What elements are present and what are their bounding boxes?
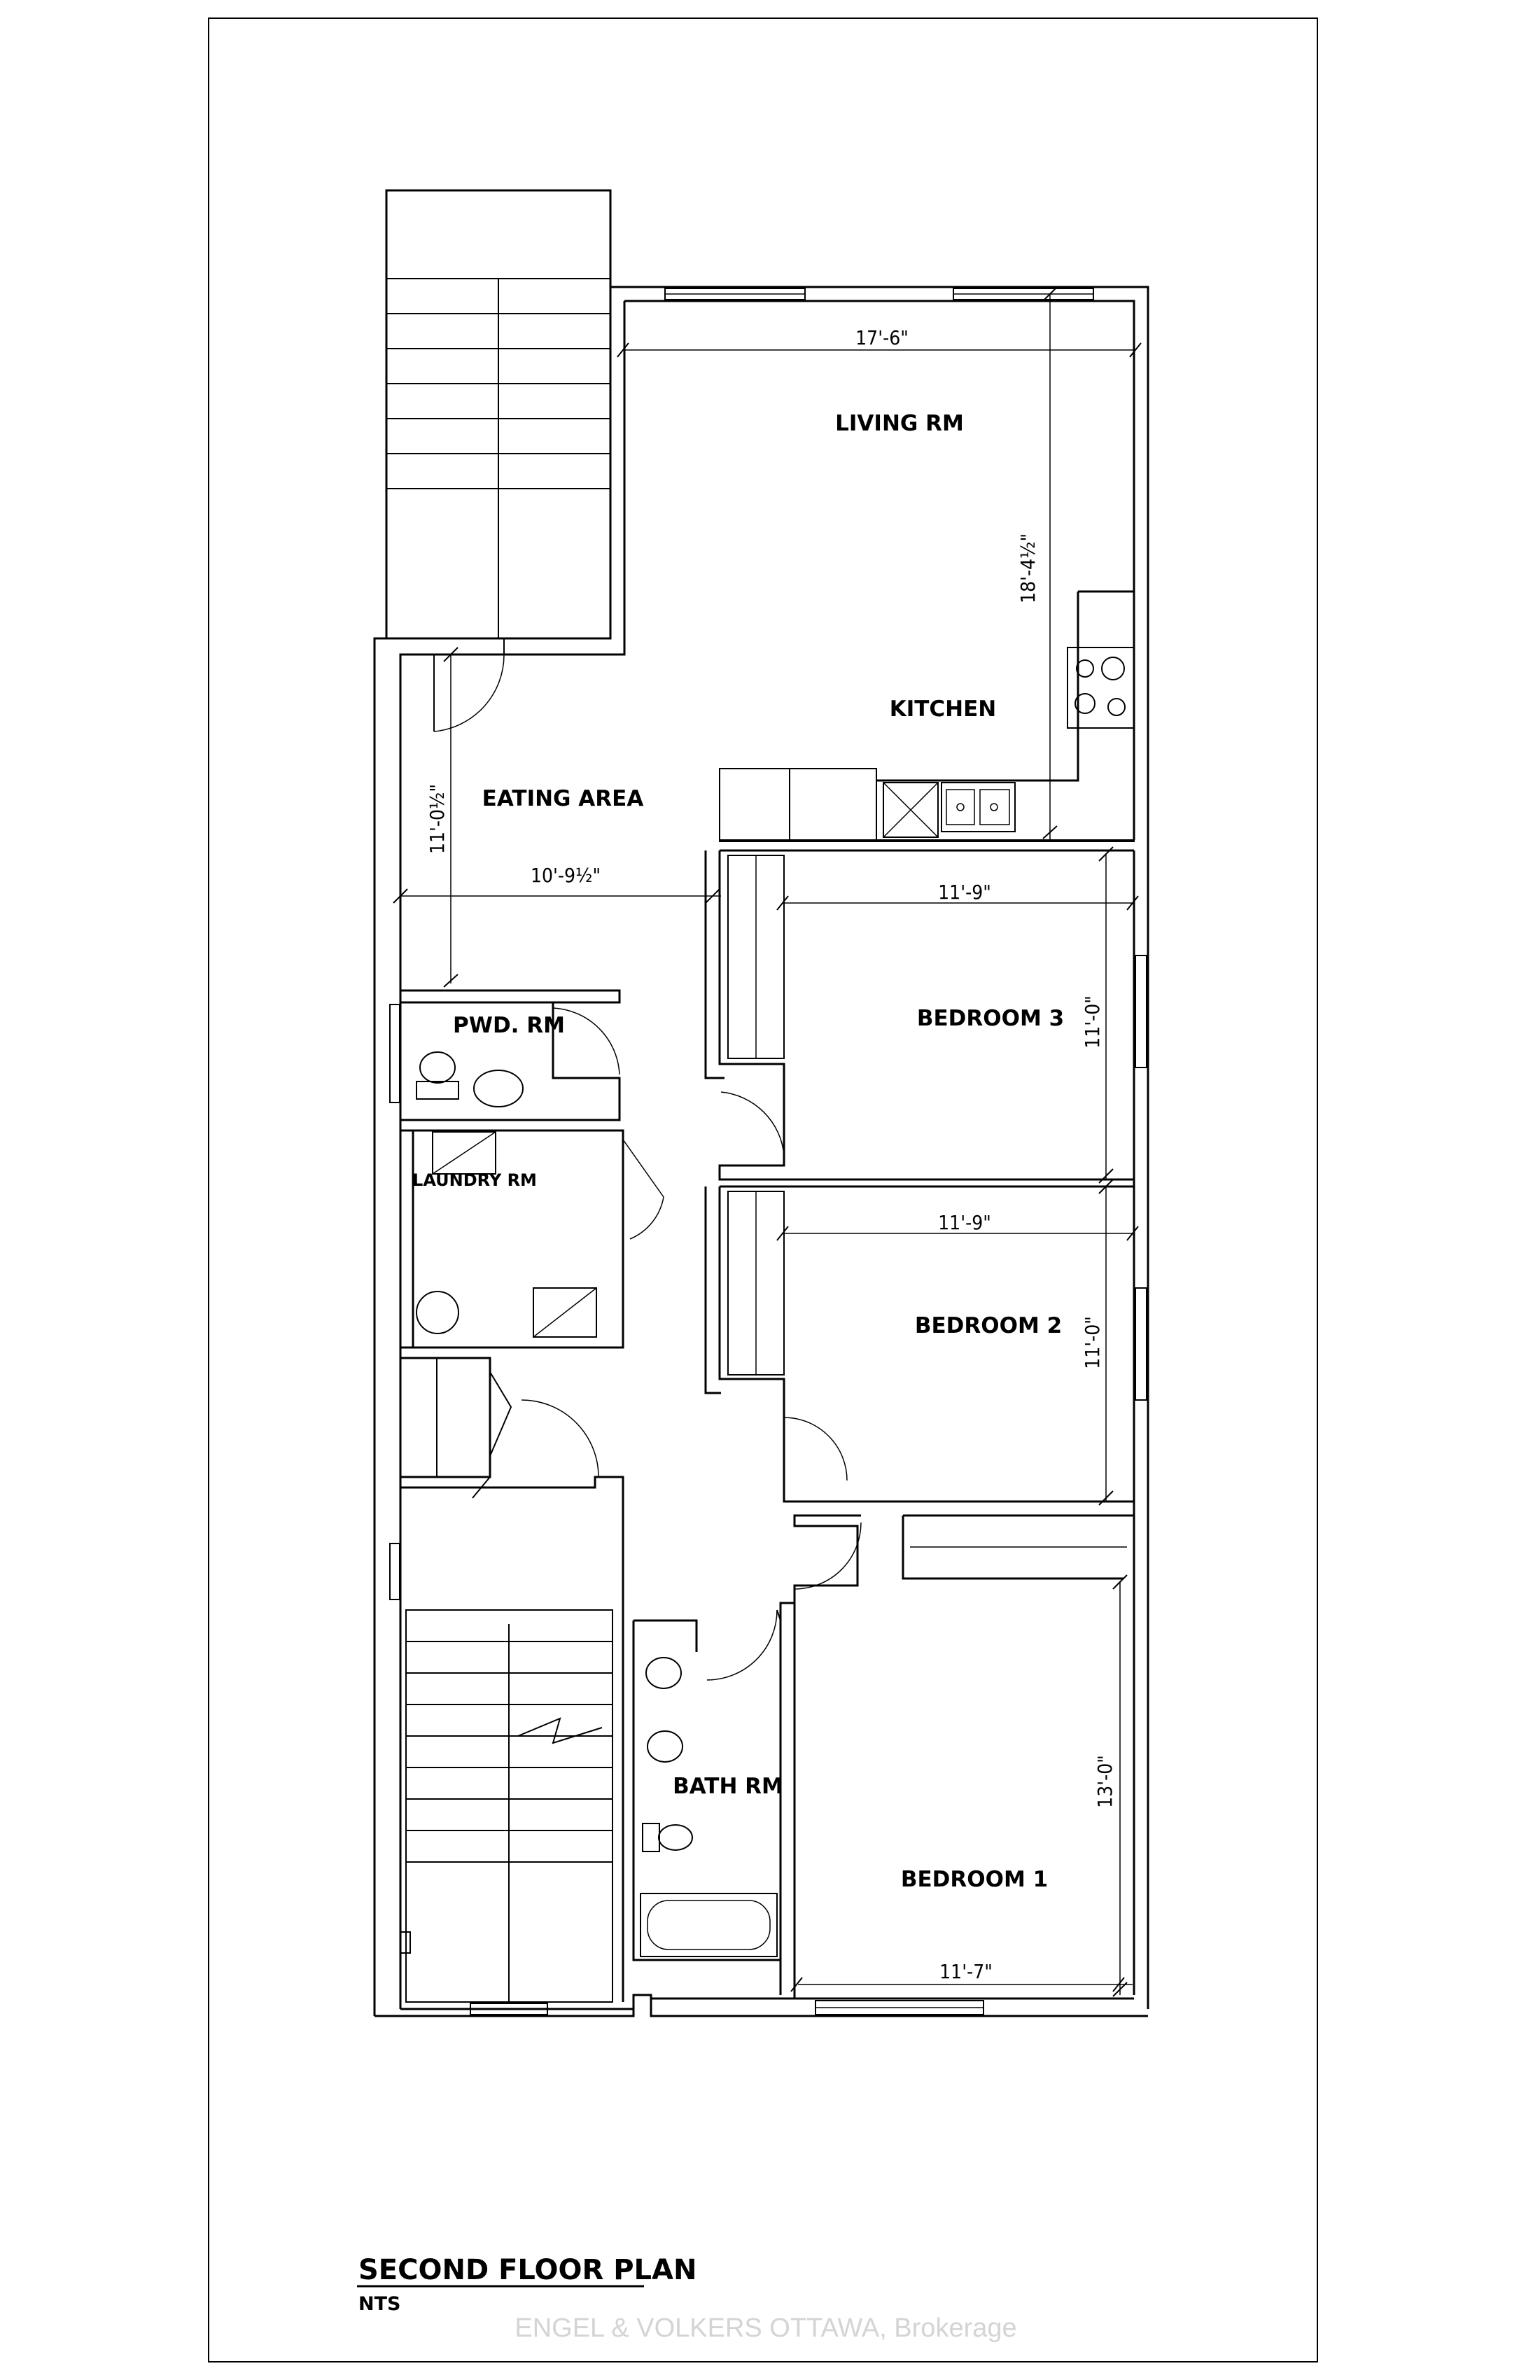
room-label-bedroom3: BEDROOM 3 [916,1006,1065,1031]
dim-bed1-height: 13'-0" [1093,1755,1116,1808]
watermark: ENGEL & VOLKERS OTTAWA, Brokerage [514,2314,1017,2343]
living-dim-lines [617,287,1141,840]
eating-door [434,638,504,732]
dim-eating-width: 10'-9½" [530,864,601,887]
dim-bed3-height: 11'-0" [1081,995,1104,1049]
bedroom1-walls [780,1516,1134,2015]
living-windows [665,288,1093,300]
kitchen-sink-icon [941,783,1015,832]
room-label-laundry: LAUNDRY RM [412,1170,537,1190]
room-label-powder: PWD. RM [453,1013,565,1038]
exterior-stair [386,190,610,638]
plan-title: SECOND FLOOR PLAN [358,2254,697,2286]
hall-closet [400,1358,623,2002]
dim-bed3-width: 11'-9" [938,881,991,904]
room-label-eating: EATING AREA [482,786,644,811]
dim-living-height: 18'-4½" [1016,533,1040,604]
plan-scale: NTS [358,2293,401,2315]
room-label-bath: BATH RM [673,1774,783,1799]
dim-living-width: 17'-6" [855,326,909,349]
room-label-living: LIVING RM [835,411,964,436]
dishwasher-icon [883,783,938,837]
room-label-bedroom2: BEDROOM 2 [914,1313,1063,1338]
dim-bed2-width: 11'-9" [938,1211,991,1234]
interior-stair [390,1544,612,2015]
room-label-kitchen: KITCHEN [889,696,997,722]
powder-room [390,990,620,1120]
dim-eating-height: 11'-0½" [426,783,449,855]
room-label-bedroom1: BEDROOM 1 [900,1867,1049,1892]
dim-bed2-height: 11'-0" [1081,1316,1104,1369]
laundry-room [400,1130,664,1348]
dim-bed1-width: 11'-7" [939,1960,993,1983]
